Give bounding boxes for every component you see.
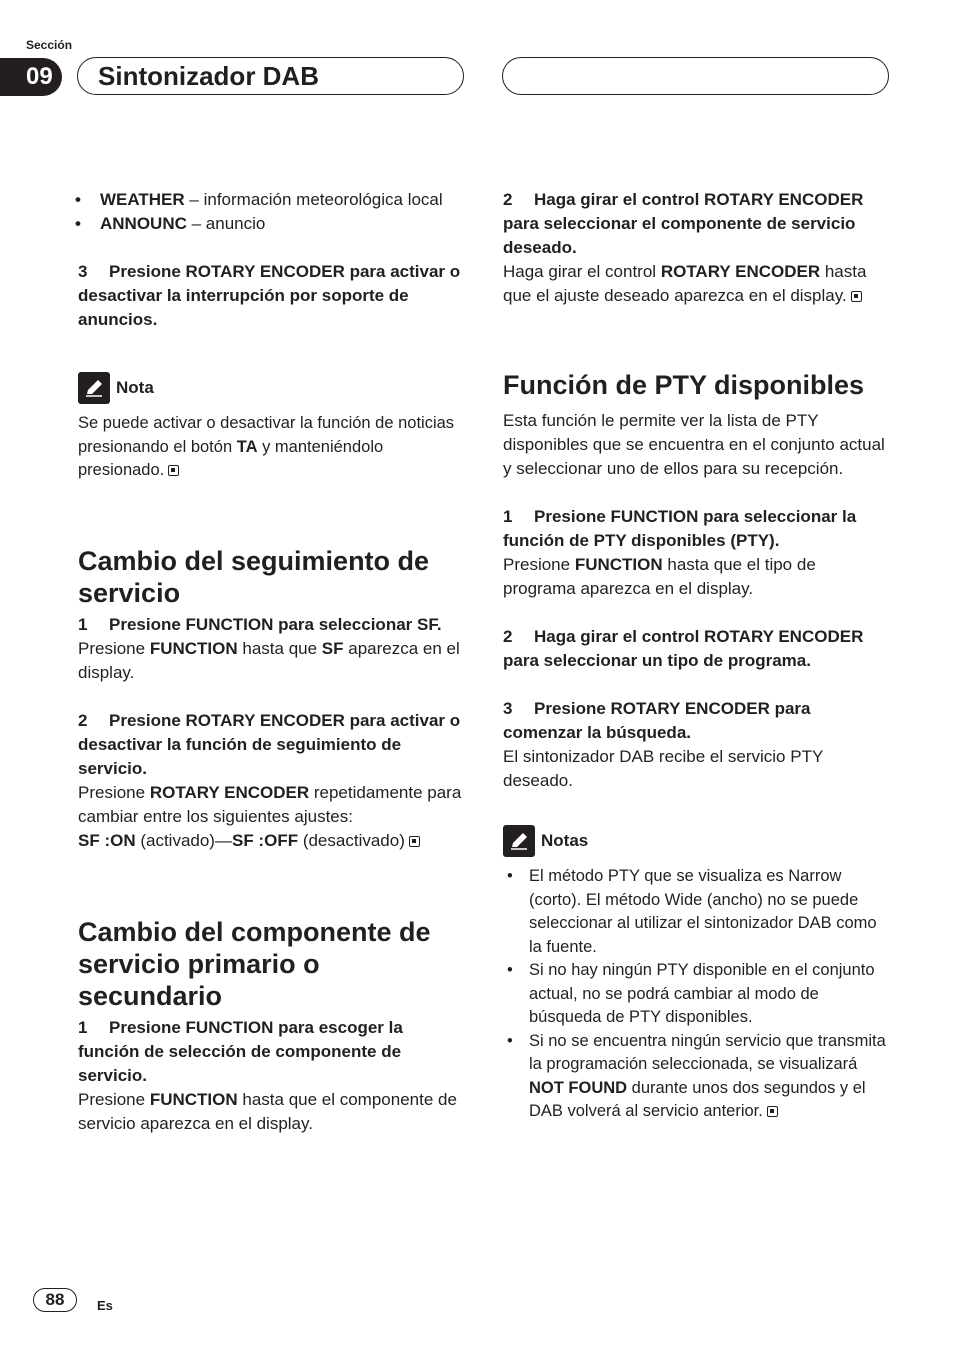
step-body: Presione FUNCTION hasta que el componente de servicio aparezca en el display. [78, 1089, 457, 1133]
step-heading: 2 Haga girar el control ROTARY ENCODER para seleccionar el componente de servicio deseado. [503, 190, 864, 257]
list-item: • El método PTY que se visualiza es Narrow (corto). El método Wide (ancho) no se puede seleccionar al utilizar el sintonizador DAB como la fuente. [503, 865, 891, 959]
left-column [78, 188, 466, 1136]
step-heading: 3 Presione ROTARY ENCODER para activar o desactivar la interrupción por soporte de anuncios. [78, 262, 461, 329]
step-heading: 2 Haga girar el control ROTARY ENCODER para seleccionar un tipo de programa. [503, 627, 864, 670]
step-body: Presione FUNCTION hasta que SF aparezca en el display. [78, 638, 460, 682]
note-pencil-icon [503, 825, 535, 857]
note-header: Nota [78, 372, 466, 404]
step-heading: 3 Presione ROTARY ENCODER para comenzar la búsqueda. [503, 699, 811, 742]
step-heading: 1 Presione FUNCTION para seleccionar SF. [78, 614, 442, 634]
step-heading: 1 Presione FUNCTION para escoger la función de selección de componente de servicio. [78, 1017, 403, 1085]
list-item: • Si no se encuentra ningún servicio que transmita la programación seleccionada, se visualizará NOT FOUND durante unos dos segundos y el DAB volverá al servicio anterior. [503, 1030, 891, 1124]
step-body: El sintonizador DAB recibe el servicio PTY deseado. [503, 747, 823, 790]
end-mark-icon [409, 836, 420, 847]
page-number: 88 [33, 1288, 77, 1312]
right-column [503, 188, 891, 1124]
notes-list [503, 865, 891, 1124]
section-number-badge: 09 [0, 58, 62, 96]
section-heading: Función de PTY disponibles [503, 370, 865, 400]
section-heading: Cambio del seguimiento de servicio [78, 545, 430, 608]
end-mark-icon [767, 1106, 778, 1117]
list-item: • ANNOUNC – anuncio [55, 212, 466, 236]
notes-header: Notas [503, 825, 891, 857]
end-mark-icon [851, 291, 862, 302]
note-pencil-icon [78, 372, 110, 404]
note-text: Se puede activar o desactivar la función de noticias presionando el botón TA y manteniéndolo presionado. [78, 414, 455, 479]
language-label: Es [97, 1298, 113, 1313]
list-item: • Si no hay ningún PTY disponible en el conjunto actual, no se podrá cambiar al modo de búsqueda de PTY disponibles. [503, 959, 891, 1030]
step-heading: 1 Presione FUNCTION para seleccionar la función de PTY disponibles (PTY). [503, 507, 857, 550]
intro-text: Esta función le permite ver la lista de PTY disponibles que se encuentra en el conjunto actual y seleccionar uno de ellos para su recepción. [503, 411, 885, 478]
step-heading: 2 Presione ROTARY ENCODER para activar o desactivar la función de seguimiento de servicio. [78, 710, 461, 778]
list-item: • WEATHER – información meteorológica local [55, 188, 466, 212]
step-body: Haga girar el control ROTARY ENCODER hasta que el ajuste deseado aparezca en el display. [503, 262, 867, 305]
step-body: Presione ROTARY ENCODER repetidamente para cambiar entre los siguientes ajustes: SF :ON (activado)—SF :OFF (desactivado) [78, 782, 462, 850]
step-body: Presione FUNCTION hasta que el tipo de programa aparezca en el display. [503, 555, 816, 598]
end-mark-icon [168, 465, 179, 476]
section-title: Sintonizador DAB [77, 57, 464, 95]
section-label: Sección [26, 38, 73, 52]
option-list [55, 188, 466, 236]
header-empty-box [502, 57, 889, 95]
section-heading: Cambio del componente de servicio primario o secundario [78, 916, 431, 1011]
